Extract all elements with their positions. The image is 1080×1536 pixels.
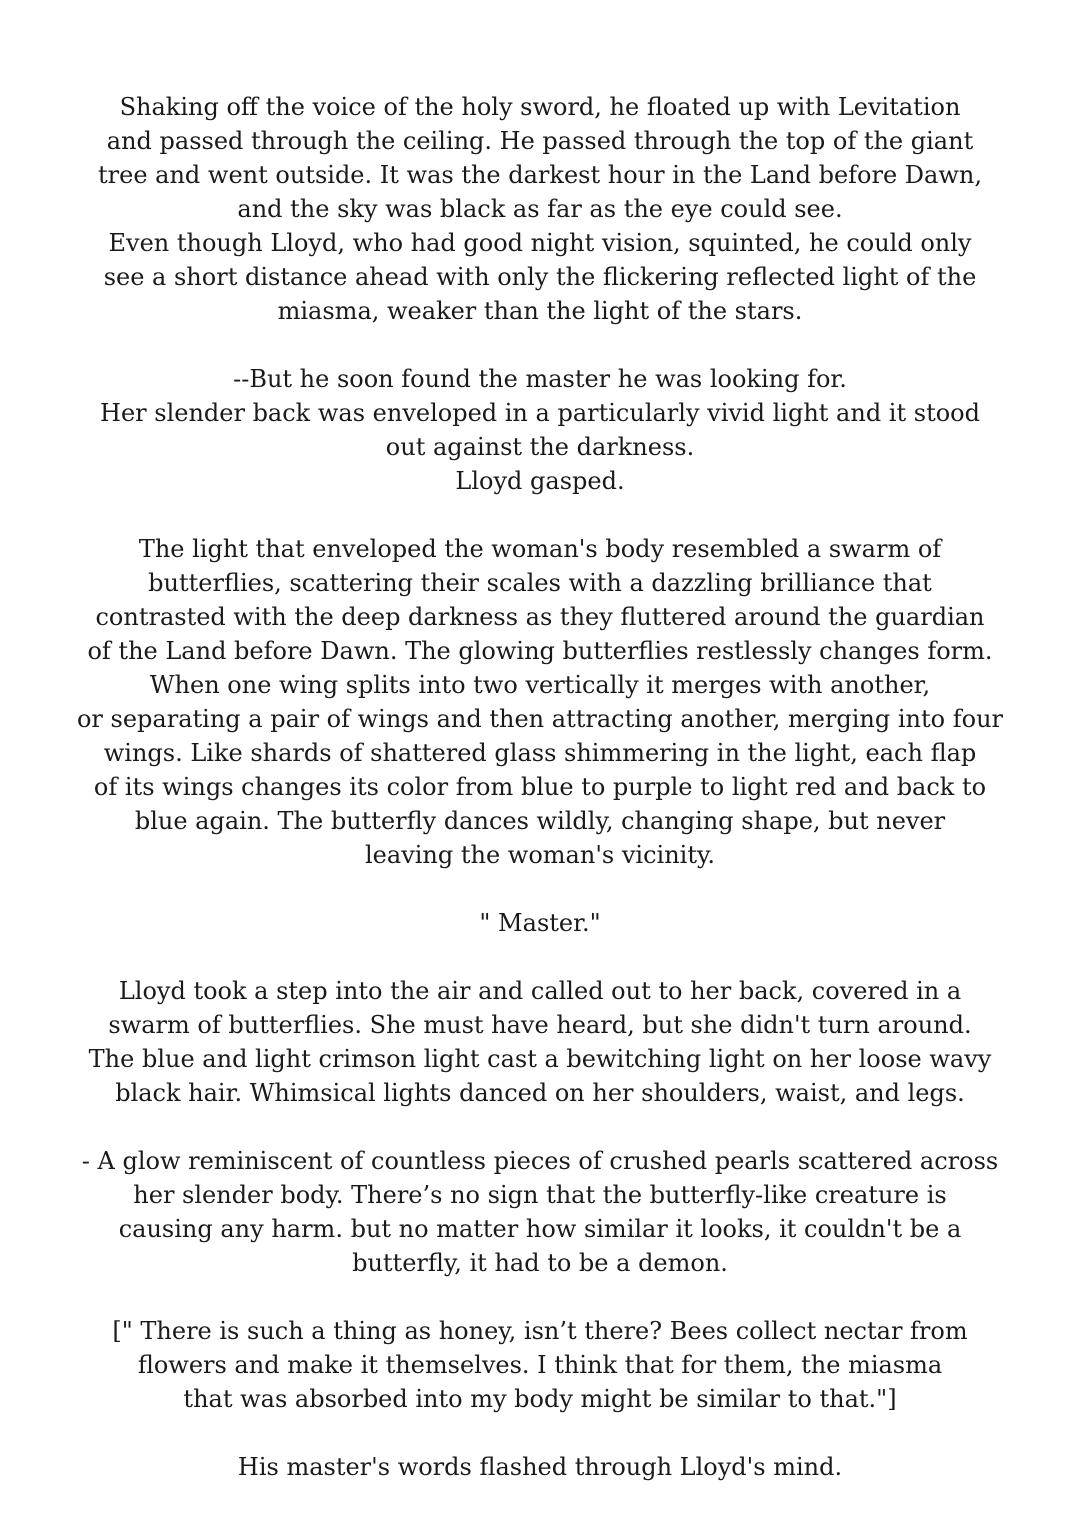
- paragraph-dialogue-master: [0, 906, 1080, 940]
- text-line: Shaking off the voice of the holy sword, he floated up with Levitation: [119, 93, 961, 121]
- text-line: Lloyd gasped.: [455, 467, 625, 495]
- text-line: " Master.": [479, 909, 601, 937]
- text-line: her slender body. There’s no sign that the butterfly-like creature is: [133, 1181, 947, 1209]
- text-line: butterflies, scattering their scales with a dazzling brilliance that: [148, 569, 932, 597]
- text-line: and the sky was black as far as the eye could see.: [237, 195, 843, 223]
- paragraph-levitation: [0, 90, 1080, 328]
- paragraph-pearls: [0, 1144, 1080, 1280]
- text-line: tree and went outside. It was the darkest hour in the Land before Dawn,: [98, 161, 982, 189]
- text-line: When one wing splits into two vertically it merges with another,: [149, 671, 931, 699]
- text-line: Even though Lloyd, who had good night vision, squinted, he could only: [108, 229, 972, 257]
- paragraph-called-out: [0, 974, 1080, 1110]
- text-line: see a short distance ahead with only the flickering reflected light of the: [103, 263, 977, 291]
- paragraph-found-master: [0, 362, 1080, 498]
- text-line: swarm of butterflies. She must have heard, but she didn't turn around.: [108, 1011, 972, 1039]
- text-line: wings. Like shards of shattered glass shimmering in the light, each flap: [103, 739, 977, 767]
- document-page: [0, 90, 1080, 1484]
- text-line: out against the darkness.: [385, 433, 695, 461]
- text-line: --But he soon found the master he was looking for.: [233, 365, 847, 393]
- text-line: black hair. Whimsical lights danced on her shoulders, waist, and legs.: [115, 1079, 965, 1107]
- text-line: contrasted with the deep darkness as they fluttered around the guardian: [95, 603, 985, 631]
- paragraph-butterflies: [0, 532, 1080, 872]
- text-line: of its wings changes its color from blue to purple to light red and back to: [93, 773, 987, 801]
- text-line: leaving the woman's vicinity.: [365, 841, 715, 869]
- text-line: butterfly, it had to be a demon.: [352, 1249, 728, 1277]
- paragraph-honey-quote: [0, 1314, 1080, 1416]
- text-line: miasma, weaker than the light of the stars.: [277, 297, 803, 325]
- text-line: flowers and make it themselves. I think that for them, the miasma: [137, 1351, 943, 1379]
- text-line: blue again. The butterfly dances wildly, changing shape, but never: [134, 807, 946, 835]
- text-line: or separating a pair of wings and then attracting another, merging into four: [76, 705, 1003, 733]
- text-line: - A glow reminiscent of countless pieces of crushed pearls scattered across: [81, 1147, 999, 1175]
- text-line: and passed through the ceiling. He passed through the top of the giant: [106, 127, 974, 155]
- text-line: [" There is such a thing as honey, isn’t there? Bees collect nectar from: [112, 1317, 968, 1345]
- text-line: The light that enveloped the woman's body resembled a swarm of: [138, 535, 942, 563]
- text-line: of the Land before Dawn. The glowing butterflies restlessly changes form.: [87, 637, 993, 665]
- text-line: Lloyd took a step into the air and called out to her back, covered in a: [118, 977, 962, 1005]
- text-line: that was absorbed into my body might be similar to that."]: [183, 1385, 897, 1413]
- text-line: causing any harm. but no matter how similar it looks, it couldn't be a: [118, 1215, 962, 1243]
- text-line: Her slender back was enveloped in a particularly vivid light and it stood: [100, 399, 980, 427]
- text-line: The blue and light crimson light cast a bewitching light on her loose wavy: [88, 1045, 992, 1073]
- text-line: His master's words flashed through Lloyd's mind.: [237, 1453, 843, 1481]
- paragraph-final: [0, 1450, 1080, 1484]
